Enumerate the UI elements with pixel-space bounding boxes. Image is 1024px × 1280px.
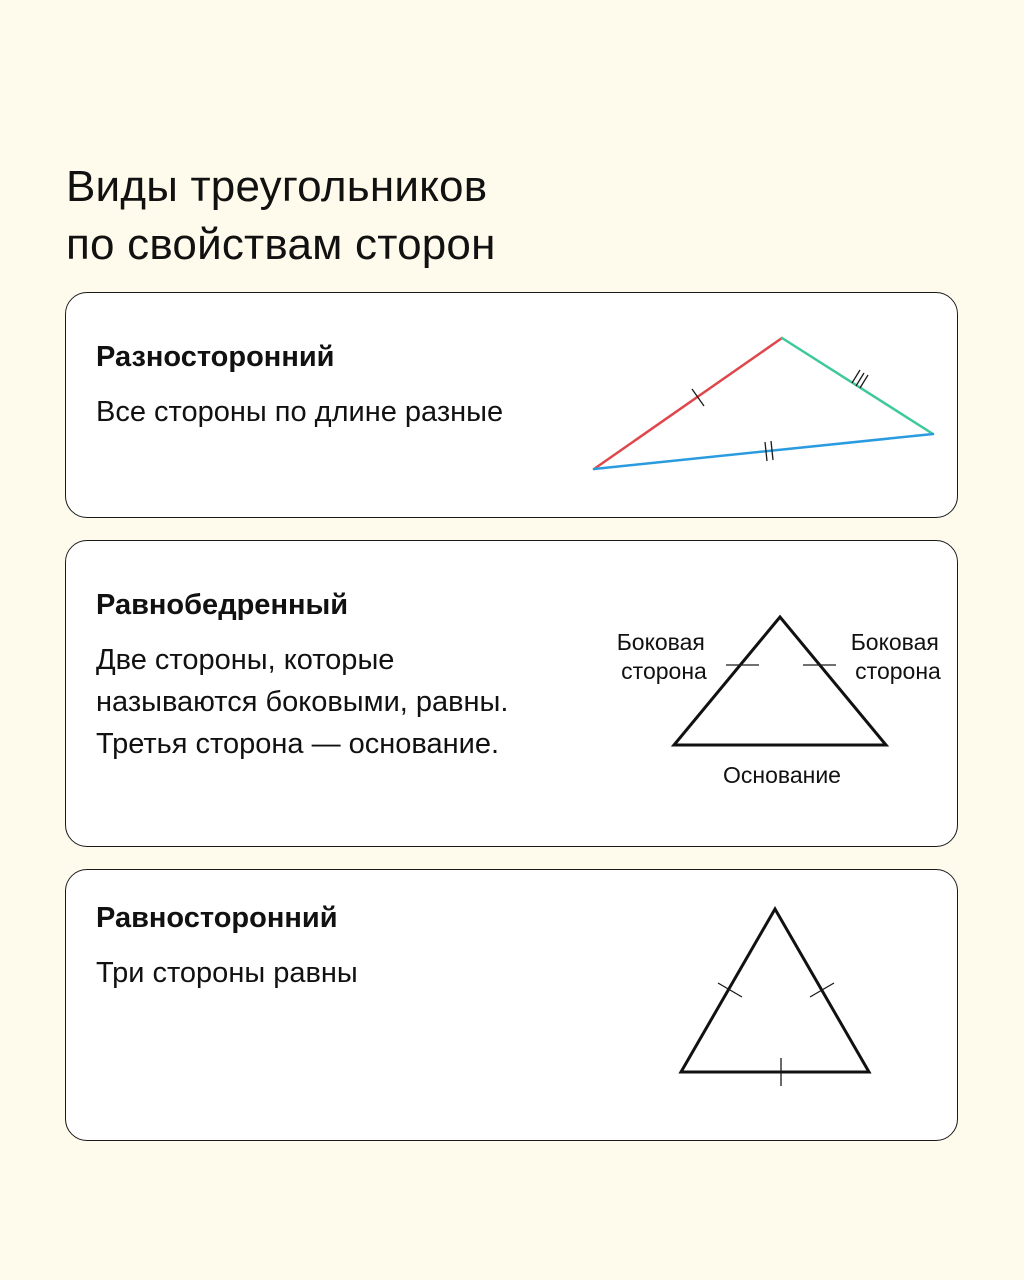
isosceles-description-line-1: Две стороны, которые (96, 644, 395, 676)
scalene-side-right (782, 338, 933, 434)
right-side-label-line-2: сторона (855, 658, 941, 684)
scalene-side-left (594, 338, 782, 469)
equilateral-heading: Равносторонний (96, 902, 338, 934)
right-side-label-line-1: Боковая (850, 629, 939, 655)
equilateral-triangle-diagram (66, 870, 959, 1142)
isosceles-triangle-diagram (66, 541, 959, 848)
right-side-label (851, 629, 946, 684)
isosceles-card (65, 540, 958, 847)
page-title-line-1: Виды треугольников (66, 162, 488, 211)
isosceles-description-line-2: называются боковыми, равны. (96, 686, 509, 718)
scalene-heading: Разносторонний (96, 341, 335, 373)
scalene-card (65, 292, 958, 518)
page-title-line-2: по свойствам сторон (66, 220, 496, 269)
equilateral-triangle (681, 909, 869, 1072)
base-label: Основание (723, 762, 841, 788)
left-side-label-line-2: сторона (621, 658, 707, 684)
scalene-side-base (594, 434, 933, 469)
page-title (66, 158, 766, 274)
isosceles-heading: Равнобедренный (96, 589, 349, 621)
left-side-label-line-1: Боковая (616, 629, 705, 655)
left-side-label (617, 629, 712, 684)
equilateral-tick-right (810, 983, 834, 997)
scalene-triangle-diagram (66, 293, 959, 519)
scalene-description-line: Все стороны по длине разные (96, 396, 504, 428)
equilateral-description-line: Три стороны равны (96, 957, 358, 989)
scalene-tick-single (692, 389, 704, 406)
equilateral-card (65, 869, 958, 1141)
isosceles-description-line-3: Третья сторона — основание. (96, 728, 500, 760)
